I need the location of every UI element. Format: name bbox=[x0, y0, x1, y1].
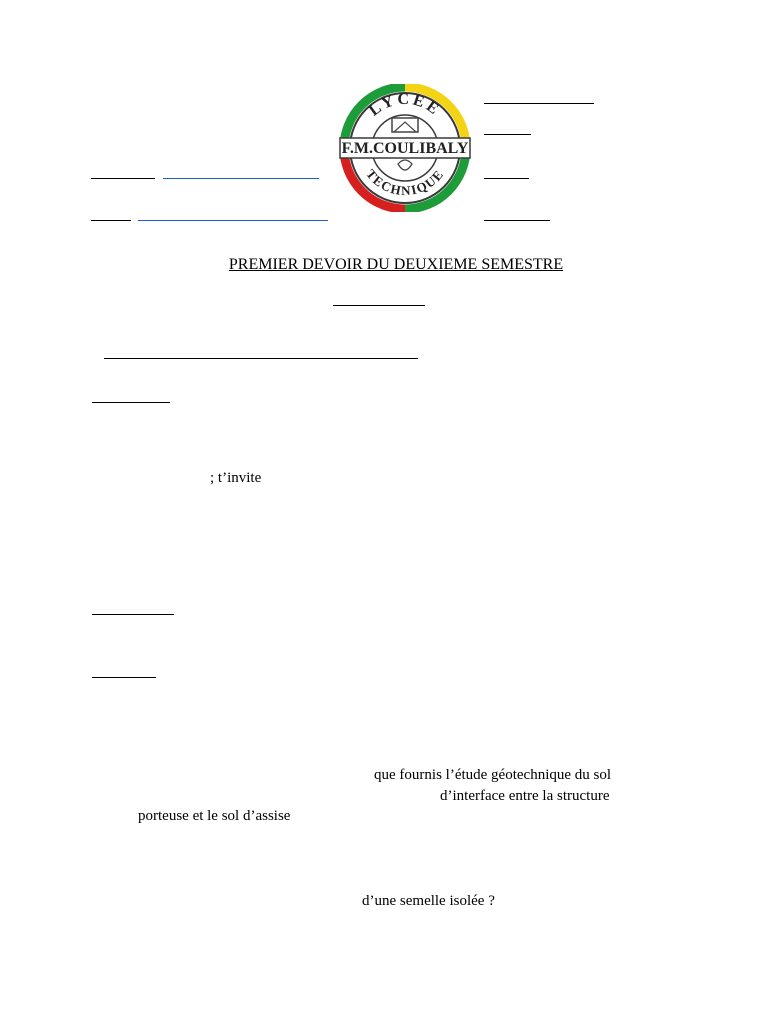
body-text-interface: d’interface entre la structure bbox=[440, 788, 610, 804]
logo-arc-top-text: LYCEE bbox=[365, 90, 444, 120]
header-field-rule-2 bbox=[484, 134, 531, 135]
logo-arc-bottom-text: TECHNIQUE bbox=[363, 166, 447, 199]
left-link-rule-2[interactable] bbox=[138, 220, 328, 221]
school-logo bbox=[338, 84, 472, 212]
left-link-rule-1[interactable] bbox=[163, 178, 319, 179]
header-field-rule-3 bbox=[484, 178, 529, 179]
body-text-semelle: d’une semelle isolée ? bbox=[362, 893, 495, 909]
section-label-rule-3 bbox=[92, 677, 156, 678]
name-field-rule bbox=[104, 358, 418, 359]
page-title: PREMIER DEVOIR DU DEUXIEME SEMESTRE bbox=[228, 256, 564, 273]
subtitle-rule bbox=[333, 305, 425, 306]
body-text-geotechnique: que fournis l’étude géotechnique du sol bbox=[374, 767, 612, 783]
logo-center-text: F.M.COULIBALY bbox=[341, 140, 469, 157]
header-field-rule-1 bbox=[484, 103, 594, 104]
left-field-rule-1 bbox=[91, 178, 155, 179]
section-label-rule-2 bbox=[92, 614, 174, 615]
body-text-invite: ; t’invite bbox=[210, 470, 262, 486]
header-field-rule-4 bbox=[484, 220, 550, 221]
section-label-rule-1 bbox=[92, 402, 170, 403]
left-field-rule-2 bbox=[91, 220, 131, 221]
body-text-porteuse: porteuse et le sol d’assise bbox=[138, 808, 291, 824]
